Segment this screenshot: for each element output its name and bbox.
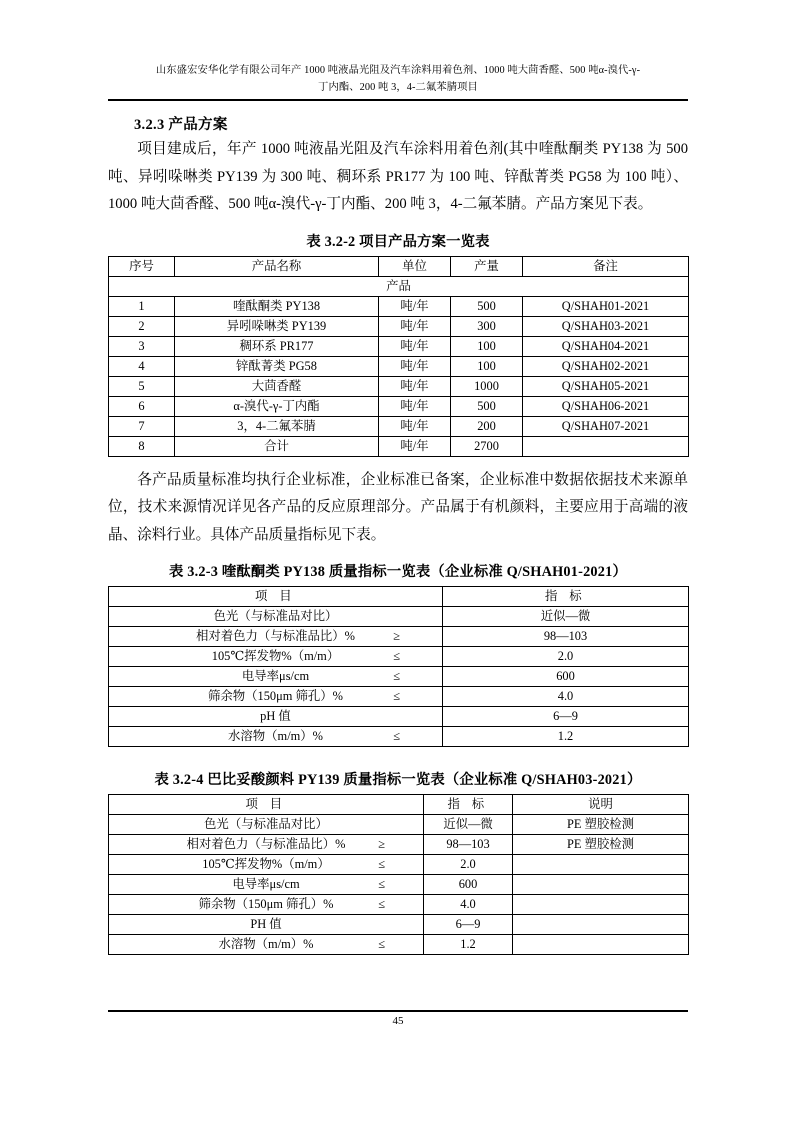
cell-name: 大茴香醛 — [175, 376, 379, 396]
item-operator: ≤ — [378, 857, 385, 871]
table-row — [109, 687, 689, 707]
cell-item — [109, 707, 443, 727]
cell-value: 600 — [424, 875, 513, 895]
cell-unit: 吨/年 — [379, 356, 451, 376]
cell-item — [109, 815, 424, 835]
item-label: 水溶物（m/m）% — [218, 937, 314, 951]
cell-output: 100 — [451, 356, 523, 376]
cell-item — [109, 627, 443, 647]
cell-value: 1.2 — [443, 727, 689, 747]
running-header-line1: 山东盛宏安华化学有限公司年产 1000 吨液晶光阻及汽车涂料用着色剂、1000 吨大茴香醛、500 吨α-溴代-γ- — [155, 65, 641, 76]
table-row — [109, 855, 689, 875]
cell-item — [109, 895, 424, 915]
cell-value: 98—103 — [443, 627, 689, 647]
running-header-line2: 丁内酯、200 吨 3，4-二氟苯腈项目 — [318, 82, 478, 93]
cell-unit: 吨/年 — [379, 336, 451, 356]
cell-value: 6—9 — [424, 915, 513, 935]
table2-col-index: 指 标 — [443, 587, 689, 607]
item-label: 筛余物（150μm 筛孔）% — [198, 897, 334, 911]
table3-col-item: 项 目 — [109, 795, 424, 815]
cell-note: PE 塑胶检测 — [513, 815, 689, 835]
table-py138-quality — [108, 586, 689, 747]
cell-name: α-溴代-γ-丁内酯 — [175, 396, 379, 416]
cell-output: 2700 — [451, 436, 523, 456]
cell-value: 近似—微 — [424, 815, 513, 835]
table1-col-no: 序号 — [109, 256, 175, 276]
section-heading: 3.2.3 产品方案 — [134, 117, 228, 133]
cell-value: 4.0 — [443, 687, 689, 707]
cell-no: 8 — [109, 436, 175, 456]
cell-note — [513, 935, 689, 955]
table-row — [109, 336, 689, 356]
cell-output: 300 — [451, 316, 523, 336]
table-header-row — [109, 587, 689, 607]
item-label: 色光（与标准品对比） — [213, 609, 338, 623]
table-row — [109, 316, 689, 336]
cell-output: 100 — [451, 336, 523, 356]
page-content — [108, 62, 688, 955]
item-operator: ≤ — [378, 897, 385, 911]
cell-output: 200 — [451, 416, 523, 436]
item-label: 筛余物（150μm 筛孔）% — [207, 689, 344, 703]
footer-divider — [108, 1010, 688, 1012]
table-row — [109, 647, 689, 667]
item-label: 电导率μs/cm — [232, 877, 300, 891]
cell-note — [513, 855, 689, 875]
cell-item — [109, 667, 443, 687]
cell-value: 近似—微 — [443, 607, 689, 627]
cell-item — [109, 875, 424, 895]
item-label: 相对着色力（与标准品比）% — [186, 837, 346, 851]
table-product-plan — [108, 256, 689, 457]
item-label: PH 值 — [250, 917, 282, 931]
cell-item — [109, 607, 443, 627]
cell-name: 稠环系 PR177 — [175, 336, 379, 356]
cell-value: 6—9 — [443, 707, 689, 727]
item-label: 色光（与标准品对比） — [204, 817, 328, 831]
cell-note — [513, 875, 689, 895]
item-label: 105℃挥发物%（m/m） — [211, 649, 340, 663]
paragraph-quality-standards: 各产品质量标准均执行企业标准，企业标准已备案，企业标准中数据依据技术来源单位，技术来源情况详见各产品的反应原理部分。产品属于有机颜料，主要应用于高端的液晶、涂料行业。具体产品质量指标见下表。 — [108, 471, 688, 543]
table-row — [109, 667, 689, 687]
cell-unit: 吨/年 — [379, 376, 451, 396]
table2-caption: 表 3.2-3 喹酞酮类 PY138 质量指标一览表（企业标准 Q/SHAH01-2021） — [169, 564, 627, 580]
cell-item — [109, 935, 424, 955]
table-row — [109, 356, 689, 376]
cell-remark: Q/SHAH07-2021 — [523, 416, 689, 436]
item-operator: ≥ — [393, 629, 400, 643]
item-operator: ≤ — [378, 877, 385, 891]
table-row — [109, 815, 689, 835]
item-operator: ≤ — [393, 689, 400, 703]
cell-item — [109, 915, 424, 935]
table-row — [109, 627, 689, 647]
table-row — [109, 935, 689, 955]
table-row — [109, 895, 689, 915]
cell-value: 2.0 — [443, 647, 689, 667]
cell-unit: 吨/年 — [379, 296, 451, 316]
table3-caption: 表 3.2-4 巴比妥酸颜料 PY139 质量指标一览表（企业标准 Q/SHAH03-2021） — [154, 772, 642, 788]
table-row — [109, 296, 689, 316]
cell-name: 合计 — [175, 436, 379, 456]
cell-note — [513, 895, 689, 915]
cell-unit: 吨/年 — [379, 436, 451, 456]
item-label: 水溶物（m/m）% — [228, 729, 323, 743]
cell-no: 4 — [109, 356, 175, 376]
item-operator: ≤ — [393, 729, 400, 743]
item-label: 105℃挥发物%（m/m） — [202, 857, 330, 871]
cell-output: 500 — [451, 296, 523, 316]
running-header — [108, 62, 688, 96]
table-row — [109, 396, 689, 416]
item-label: 电导率μs/cm — [241, 669, 310, 683]
item-operator: ≤ — [378, 937, 385, 951]
cell-name: 3，4-二氟苯腈 — [175, 416, 379, 436]
table-row — [109, 707, 689, 727]
cell-remark: Q/SHAH06-2021 — [523, 396, 689, 416]
cell-remark: Q/SHAH04-2021 — [523, 336, 689, 356]
item-label: pH 值 — [260, 709, 291, 723]
cell-unit: 吨/年 — [379, 396, 451, 416]
item-operator: ≤ — [393, 669, 400, 683]
cell-note — [513, 915, 689, 935]
page-number: 45 — [392, 1015, 404, 1027]
cell-no: 3 — [109, 336, 175, 356]
cell-no: 6 — [109, 396, 175, 416]
table-row — [109, 376, 689, 396]
cell-name: 锌酞菁类 PG58 — [175, 356, 379, 376]
table-group-row — [109, 276, 689, 296]
table1-col-remark: 备注 — [523, 256, 689, 276]
cell-no: 1 — [109, 296, 175, 316]
cell-remark: Q/SHAH01-2021 — [523, 296, 689, 316]
cell-value: 600 — [443, 667, 689, 687]
item-operator: ≤ — [393, 649, 400, 663]
cell-unit: 吨/年 — [379, 316, 451, 336]
table1-caption: 表 3.2-2 项目产品方案一览表 — [306, 233, 490, 250]
table2-col-item: 项 目 — [109, 587, 443, 607]
cell-item — [109, 727, 443, 747]
cell-value: 4.0 — [424, 895, 513, 915]
table3-col-note: 说明 — [513, 795, 689, 815]
header-divider — [108, 99, 688, 101]
item-label: 相对着色力（与标准品比）% — [195, 629, 355, 643]
cell-value: 1.2 — [424, 935, 513, 955]
cell-no: 5 — [109, 376, 175, 396]
table-row — [109, 915, 689, 935]
cell-value: 98—103 — [424, 835, 513, 855]
table-py139-quality — [108, 794, 689, 955]
table1-col-unit: 单位 — [379, 256, 451, 276]
cell-item — [109, 855, 424, 875]
table1-group-label: 产品 — [109, 276, 689, 296]
table-row — [109, 436, 689, 456]
cell-name: 喹酞酮类 PY138 — [175, 296, 379, 316]
table-row — [109, 835, 689, 855]
table-header-row — [109, 256, 689, 276]
table1-col-name: 产品名称 — [175, 256, 379, 276]
cell-item — [109, 647, 443, 667]
cell-remark: Q/SHAH03-2021 — [523, 316, 689, 336]
cell-item — [109, 687, 443, 707]
cell-no: 7 — [109, 416, 175, 436]
cell-item — [109, 835, 424, 855]
cell-name: 异吲哚啉类 PY139 — [175, 316, 379, 336]
paragraph-product-plan: 项目建成后，年产 1000 吨液晶光阻及汽车涂料用着色剂(其中喹酞酮类 PY138 为 500 吨、异吲哚啉类 PY139 为 300 吨、稠环系 PR177 为 100 吨、锌酞菁类 PG58 为 100 吨）、1000 吨大茴香醛、500 吨α-溴代-γ-丁内酯、200 吨 3，4-二氟苯腈。产品方案见下表。 — [108, 141, 688, 212]
table3-col-index: 指 标 — [424, 795, 513, 815]
cell-output: 500 — [451, 396, 523, 416]
table-row — [109, 875, 689, 895]
cell-remark: Q/SHAH05-2021 — [523, 376, 689, 396]
page-footer — [108, 1010, 688, 1027]
cell-output: 1000 — [451, 376, 523, 396]
cell-remark: Q/SHAH02-2021 — [523, 356, 689, 376]
table-header-row — [109, 795, 689, 815]
cell-unit: 吨/年 — [379, 416, 451, 436]
table-row — [109, 416, 689, 436]
cell-no: 2 — [109, 316, 175, 336]
cell-value: 2.0 — [424, 855, 513, 875]
item-operator: ≥ — [378, 837, 385, 851]
cell-note: PE 塑胶检测 — [513, 835, 689, 855]
table-row — [109, 607, 689, 627]
table-row — [109, 727, 689, 747]
table1-col-output: 产量 — [451, 256, 523, 276]
cell-remark — [523, 436, 689, 456]
